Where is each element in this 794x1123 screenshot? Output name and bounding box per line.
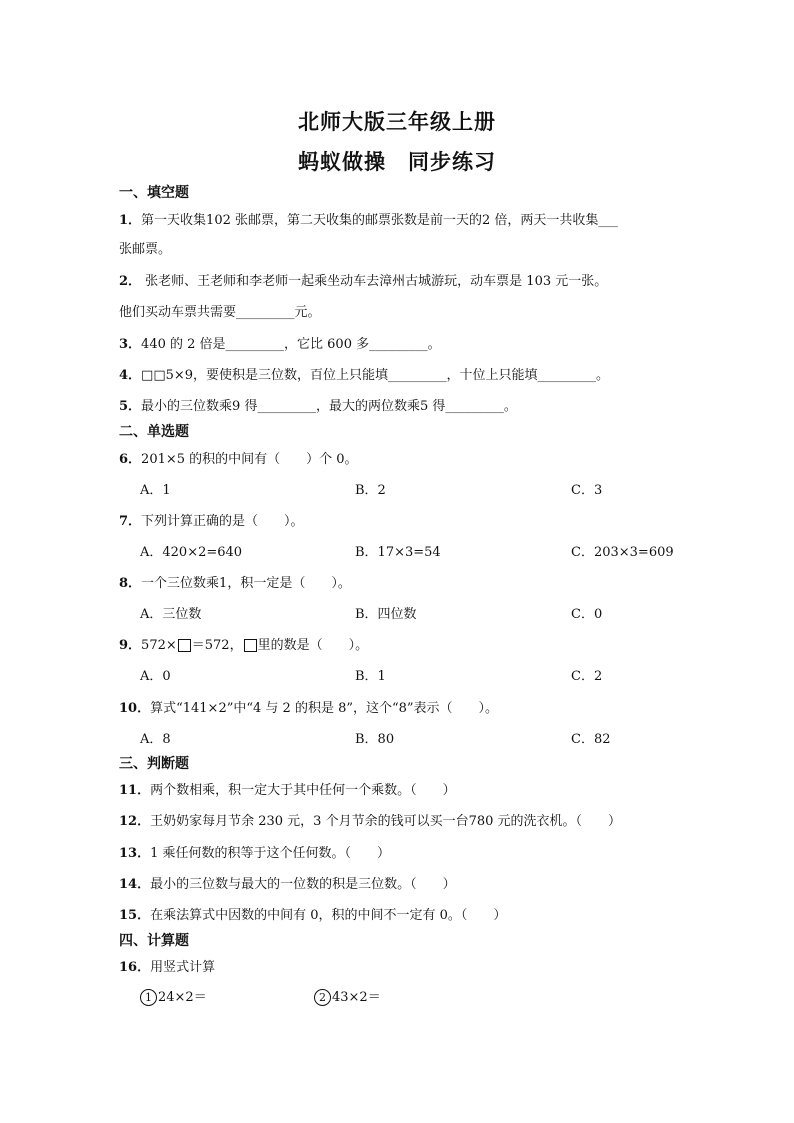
blank-box-icon: [244, 639, 257, 652]
question-text: 在乘法算式中因数的中间有 0，积的中间不一定有 0。（ ）: [150, 908, 507, 923]
question-text: 440 的 2 倍是_________，它比 600 多_________。: [141, 337, 441, 352]
option-b: B．80: [355, 732, 395, 747]
question-number: 11．: [119, 783, 151, 798]
section-single-choice: 二、单选题: [119, 424, 189, 440]
section-true-false: 三、判断题: [119, 756, 189, 772]
question-number: 8．: [119, 576, 142, 591]
question-number: 3．: [119, 337, 142, 352]
option-b: B．四位数: [355, 607, 417, 622]
option-a: A．8: [140, 732, 171, 747]
question-text: 第一天收集102 张邮票，第二天收集的邮票张数是前一天的2 倍，两天一共收集___: [141, 213, 618, 228]
question-7: [119, 510, 304, 529]
calc-expression: 24×2＝: [158, 990, 207, 1005]
option-c: C．3: [571, 483, 603, 498]
question-1-continued: 张邮票。: [119, 242, 172, 257]
option-a: A．三位数: [140, 607, 202, 622]
question-12: [119, 810, 621, 829]
option-b: B．1: [355, 669, 386, 684]
question-9: [119, 634, 368, 653]
question-text: 里的数是（ ）。: [257, 638, 369, 653]
question-text: 572×: [141, 638, 177, 653]
blank-box-icon: [178, 639, 191, 652]
question-number: 7．: [119, 514, 142, 529]
document-title: 北师大版三年级上册: [298, 110, 496, 134]
document-subtitle: 蚂蚁做操 同步练习: [298, 150, 496, 174]
question-6: [119, 448, 358, 467]
question-text: 一个三位数乘1，积一定是（ ）。: [141, 576, 351, 591]
question-number: 9．: [119, 638, 142, 653]
question-text: ＝572，: [191, 638, 243, 653]
question-text: 张老师、王老师和李老师一起乘坐动车去漳州古城游玩，动车票是 103 元一张。: [141, 274, 608, 289]
question-text: 最小的三位数乘9 得_________，最大的两位数乘5 得_________。: [141, 399, 517, 414]
question-15: [119, 904, 506, 923]
section-fill-in: 一、填空题: [119, 185, 189, 201]
option-c: C．2: [571, 669, 603, 684]
calc-item-2: [314, 986, 381, 1006]
question-5: [119, 395, 517, 414]
question-text: 下列计算正确的是（ ）。: [141, 514, 304, 529]
question-13: [119, 842, 390, 861]
question-11: [119, 779, 456, 798]
question-text: 用竖式计算: [150, 960, 216, 975]
option-a: A．420×2=640: [140, 545, 243, 560]
question-10: [119, 697, 498, 716]
question-number: 14．: [119, 877, 151, 892]
question-text: 201×5 的积的中间有（ ）个 0。: [141, 452, 358, 467]
calc-expression: 43×2＝: [332, 990, 381, 1005]
section-calculation: 四、计算题: [119, 933, 189, 949]
question-8: [119, 572, 351, 591]
option-a: A．1: [140, 483, 171, 498]
option-b: B．2: [355, 483, 386, 498]
question-number: 10．: [119, 701, 151, 716]
question-number: 16．: [119, 960, 151, 975]
question-number: 6．: [119, 452, 142, 467]
option-c: C．203×3=609: [571, 545, 674, 560]
circled-number-icon: 1: [140, 989, 157, 1006]
question-number: 12．: [119, 814, 151, 829]
option-a: A．0: [140, 669, 171, 684]
question-number: 1．: [119, 213, 142, 228]
question-2-continued: 他们买动车票共需要_________元。: [119, 305, 321, 320]
option-b: B．17×3=54: [355, 545, 441, 560]
question-number: 4．: [119, 368, 142, 383]
question-number: 15．: [119, 908, 151, 923]
question-2: [119, 270, 607, 289]
question-number: 5．: [119, 399, 142, 414]
circled-number-icon: 2: [314, 989, 331, 1006]
question-number: 13．: [119, 846, 151, 861]
question-16: [119, 956, 215, 975]
option-c: C．0: [571, 607, 603, 622]
question-14: [119, 873, 456, 892]
calc-item-1: [140, 986, 207, 1006]
question-text: □□5×9，要使积是三位数，百位上只能填_________，十位上只能填_________。: [141, 368, 610, 383]
question-text: 王奶奶家每月节余 230 元，3 个月节余的钱可以买一台780 元的洗衣机。（ ）: [150, 814, 622, 829]
question-text: 算式“141×2”中“4 与 2 的积是 8”，这个“8”表示（ ）。: [150, 701, 499, 716]
question-1: [119, 209, 618, 228]
question-text: 1 乘任何数的积等于这个任何数。（ ）: [150, 846, 390, 861]
option-c: C．82: [571, 732, 611, 747]
question-number: 2．: [119, 274, 142, 289]
question-3: [119, 333, 441, 352]
question-text: 最小的三位数与最大的一位数的积是三位数。（ ）: [150, 877, 456, 892]
question-text: 两个数相乘，积一定大于其中任何一个乘数。（ ）: [150, 783, 456, 798]
question-4: [119, 364, 609, 383]
